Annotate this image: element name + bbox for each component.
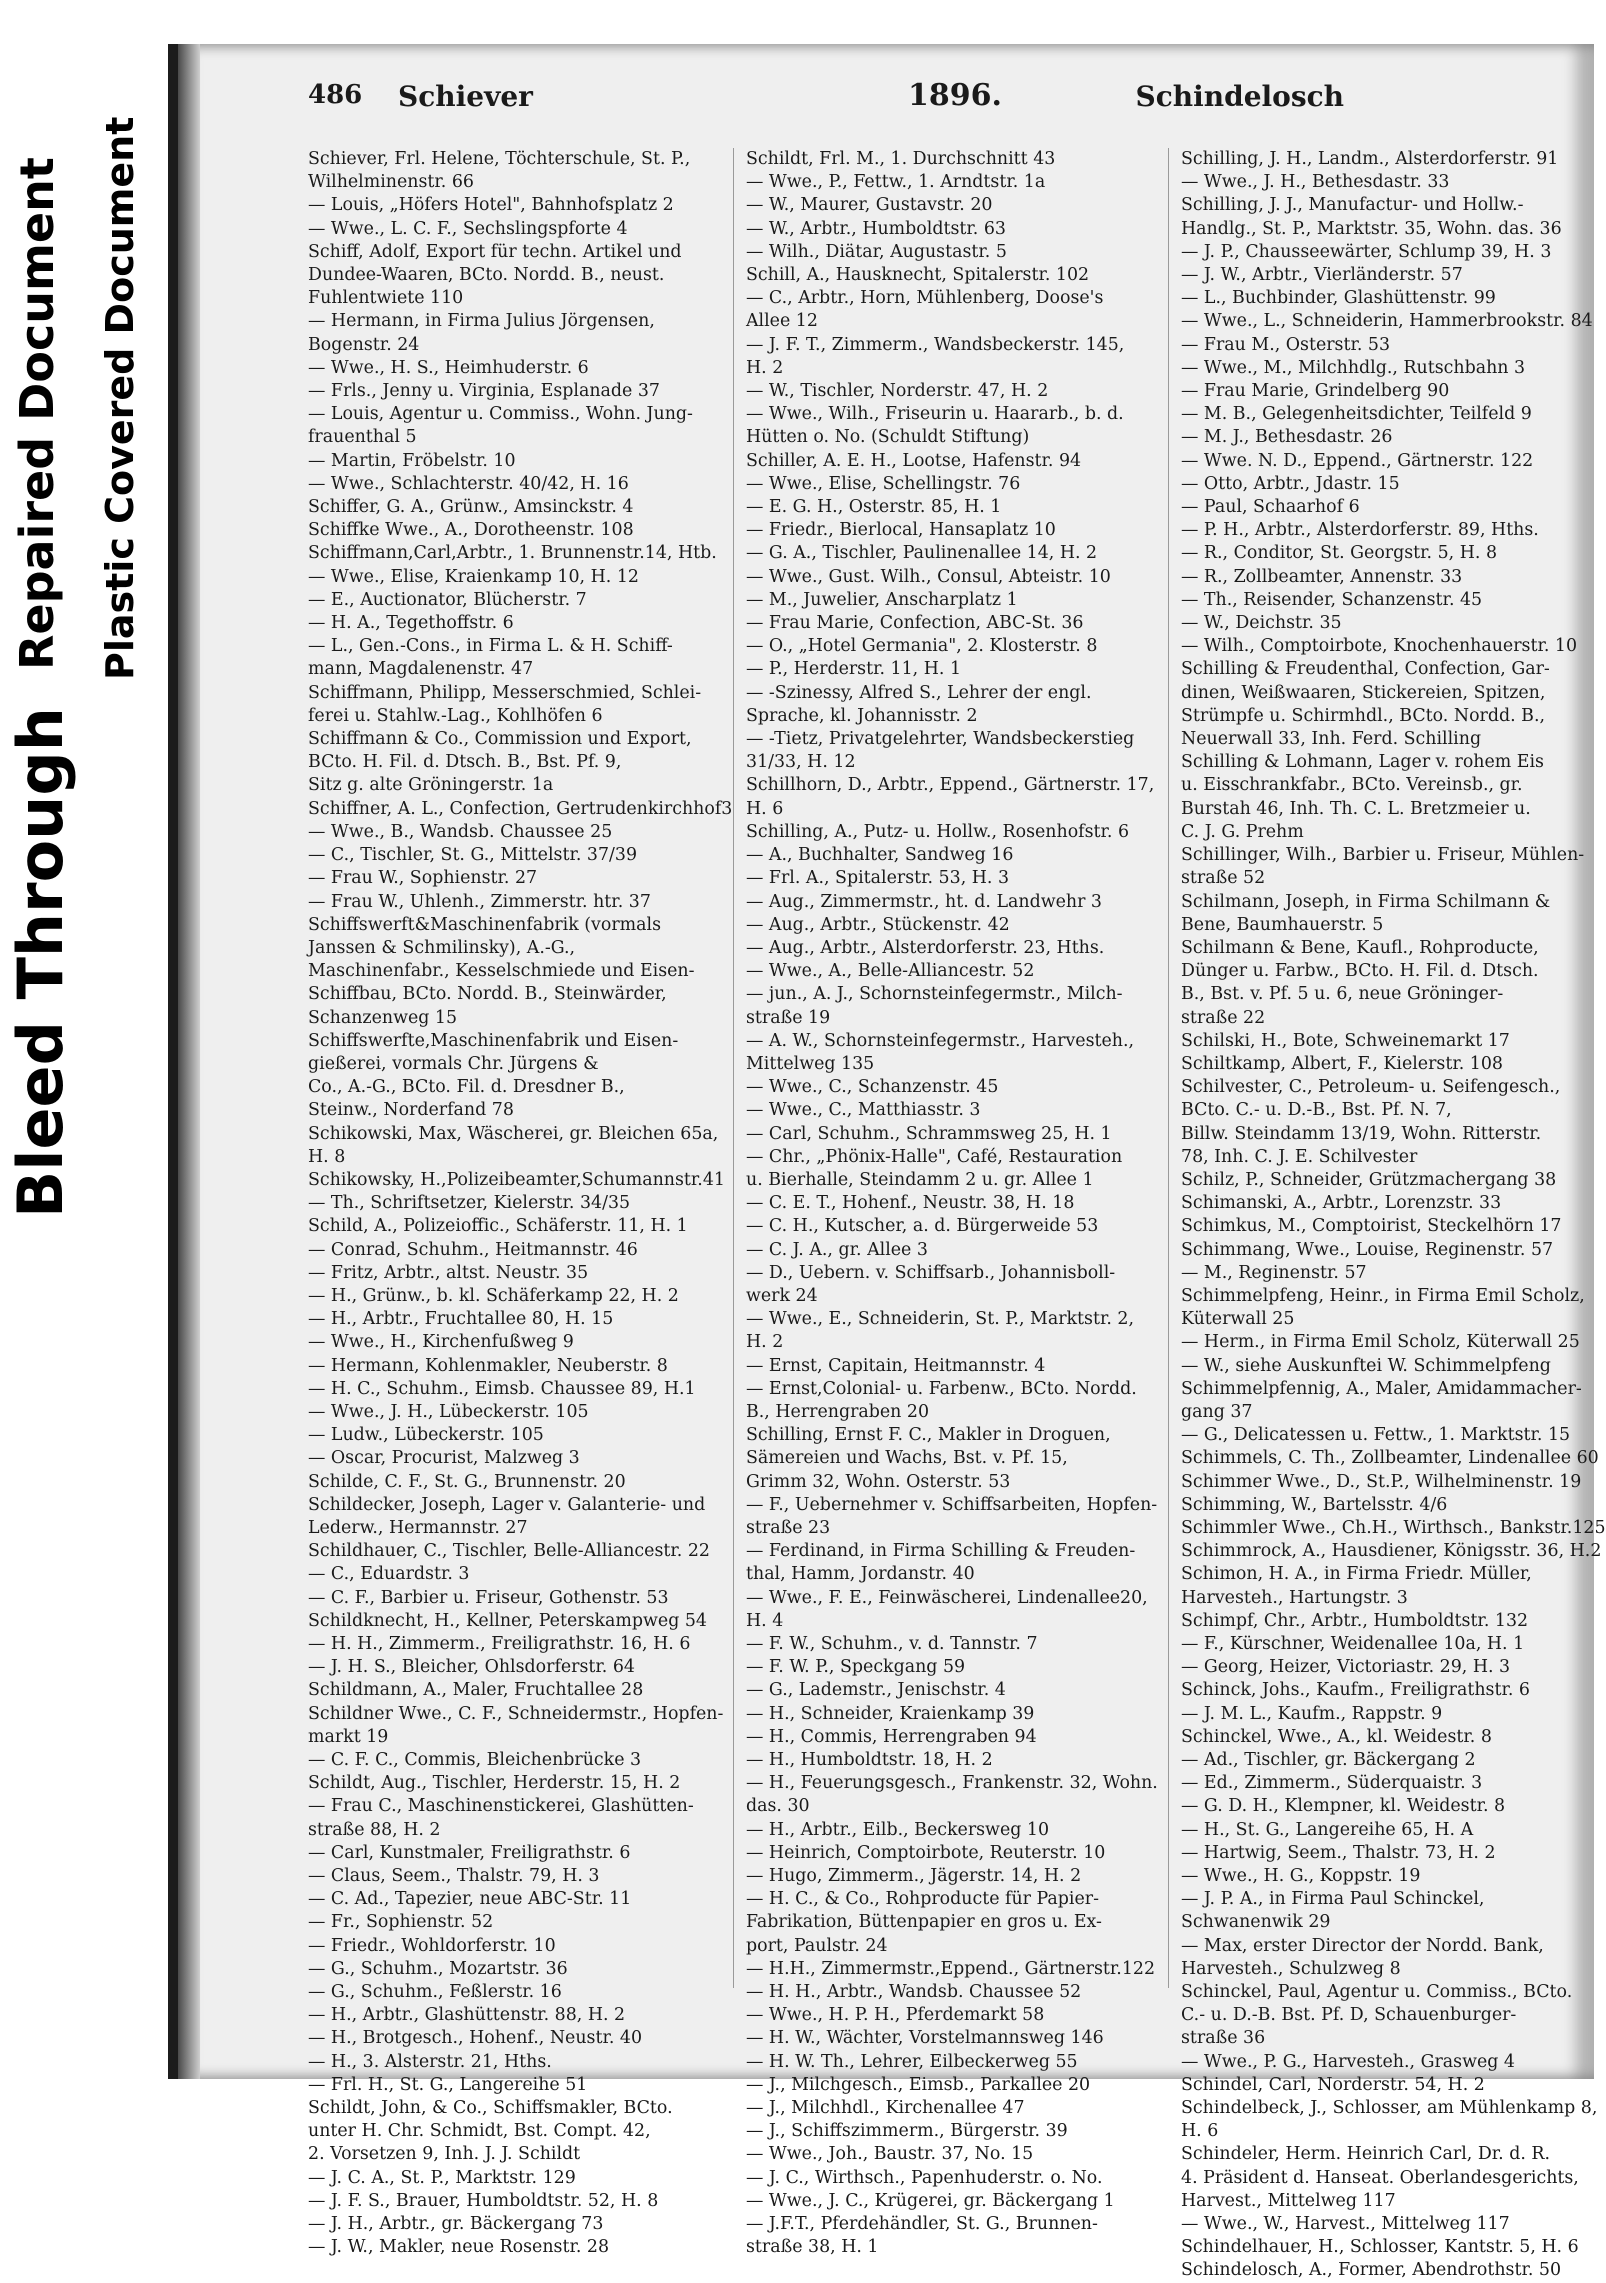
directory-line: ferei u. Stahlw.-Lag., Kohlhöfen 6 (308, 705, 603, 726)
directory-line: — E. G. H., Osterstr. 85, H. 1 (746, 497, 1002, 518)
directory-line: — H., Arbtr., Glashüttenstr. 88, H. 2 (308, 2005, 626, 2026)
directory-line: Steinw., Norderfand 78 (308, 1100, 514, 1121)
directory-line: — F. W. P., Speckgang 59 (746, 1657, 966, 1678)
directory-line: — Hartwig, Seem., Thalstr. 73, H. 2 (1181, 1842, 1496, 1863)
directory-line: — W., Arbtr., Humboldtstr. 63 (746, 218, 1006, 239)
directory-line: — M. J., Bethesdastr. 26 (1181, 427, 1393, 448)
header-year: 1896. (908, 78, 1002, 113)
directory-line: Schimmang, Wwe., Louise, Reginenstr. 57 (1181, 1239, 1554, 1260)
directory-line: H. 6 (1181, 2121, 1219, 2142)
directory-line: Schwanenwik 29 (1181, 1912, 1331, 1933)
directory-line: — Chr., „Phönix-Halle", Café, Restauration (746, 1146, 1123, 1167)
directory-line: — C. E. T., Hohenf., Neustr. 38, H. 18 (746, 1193, 1075, 1214)
directory-line: Schimanski, A., Arbtr., Lorenzstr. 33 (1181, 1193, 1502, 1214)
directory-line: — J. H. S., Bleicher, Ohlsdorferstr. 64 (308, 1657, 635, 1678)
directory-line: — J. M. L., Kaufm., Rappstr. 9 (1181, 1703, 1443, 1724)
directory-line: — H. C., & Co., Rohproducte für Papier- (746, 1889, 1099, 1910)
directory-line: Neuerwall 33, Inh. Ferd. Schilling (1181, 729, 1482, 750)
directory-line: — Oscar, Procurist, Malzweg 3 (308, 1448, 580, 1469)
directory-line: — L., Gen.-Cons., in Firma L. & H. Schiff- (308, 636, 673, 657)
page-header (308, 74, 1544, 118)
directory-line: Schiff, Adolf, Export für techn. Artikel und (308, 241, 682, 262)
directory-line: — Wwe., H. G., Koppstr. 19 (1181, 1866, 1421, 1887)
directory-line: Maschinenfabr., Kesselschmiede und Eisen- (308, 961, 695, 982)
directory-line: — H. A., Tegethoffstr. 6 (308, 613, 514, 634)
directory-line: — Ernst, Capitain, Heitmannstr. 4 (746, 1355, 1046, 1376)
directory-line: — C. J. A., gr. Allee 3 (746, 1239, 928, 1260)
directory-line: gießerei, vormals Chr. Jürgens & (308, 1053, 599, 1074)
directory-line: Schimpf, Chr., Arbtr., Humboldtstr. 132 (1181, 1610, 1529, 1631)
directory-line: — J. W., Makler, neue Rosenstr. 28 (308, 2237, 610, 2258)
directory-line: straße 19 (746, 1007, 831, 1028)
directory-line: — C., Tischler, St. G., Mittelstr. 37/39 (308, 845, 638, 866)
directory-line: — Hermann, Kohlenmakler, Neuberstr. 8 (308, 1355, 668, 1376)
directory-line: Schill, A., Hausknecht, Spitalerstr. 102 (746, 265, 1090, 286)
directory-line: C. J. G. Prehm (1181, 821, 1304, 842)
directory-line: frauenthal 5 (308, 427, 417, 448)
directory-line: — Frau M., Osterstr. 53 (1181, 334, 1391, 355)
directory-line: — Ludw., Lübeckerstr. 105 (308, 1425, 544, 1446)
directory-line: — Wilh., Comptoirbote, Knochenhauerstr. 10 (1181, 636, 1578, 657)
directory-line: Grimm 32, Wohn. Osterstr. 53 (746, 1471, 1011, 1492)
directory-line: Schilling & Freudenthal, Confection, Gar- (1181, 659, 1550, 680)
directory-line: Lederw., Hermannstr. 27 (308, 1517, 528, 1538)
directory-line: Schindel, Carl, Norderstr. 54, H. 2 (1181, 2074, 1485, 2095)
directory-line: Hütten o. No. (Schuldt Stiftung) (746, 427, 1030, 448)
directory-line: — A. W., Schornsteinfegermstr., Harvesteh., (746, 1030, 1135, 1051)
directory-line: Schimmler Wwe., Ch.H., Wirthsch., Bankstr.125 (1181, 1517, 1606, 1538)
directory-line: — Wwe., P. G., Harvesteh., Grasweg 4 (1181, 2051, 1515, 2072)
directory-line: — H. W., Wächter, Vorstelmannsweg 146 (746, 2028, 1104, 2049)
directory-line: Mittelweg 135 (746, 1053, 875, 1074)
directory-line: Co., A.-G., BCto. Fil. d. Dresdner B., (308, 1077, 625, 1098)
directory-line: — Otto, Arbtr., Jdastr. 15 (1181, 473, 1400, 494)
directory-line: — H., Feuerungsgesch., Frankenstr. 32, Wohn. (746, 1773, 1158, 1794)
directory-line: — G., Schuhm., Mozartstr. 36 (308, 1958, 568, 1979)
directory-line: — Ferdinand, in Firma Schilling & Freuden- (746, 1541, 1136, 1562)
directory-line: — M., Juwelier, Anscharplatz 1 (746, 589, 1018, 610)
directory-line: Schindelhauer, H., Schlosser, Kantstr. 5, H. 6 (1181, 2237, 1579, 2258)
directory-line: Schiffmann,Carl,Arbtr., 1. Brunnenstr.14, Htb. (308, 543, 717, 564)
directory-line: — Aug., Arbtr., Alsterdorferstr. 23, Hths. (746, 937, 1105, 958)
directory-line: — Wwe., Schlachterstr. 40/42, H. 16 (308, 473, 629, 494)
directory-line: — E., Auctionator, Blücherstr. 7 (308, 589, 587, 610)
directory-line: Schildner Wwe., C. F., Schneidermstr., Hopfen- (308, 1703, 724, 1724)
directory-line: — H., Commis, Herrengraben 94 (746, 1726, 1037, 1747)
directory-line: — M. B., Gelegenheitsdichter, Teilfeld 9 (1181, 404, 1532, 425)
directory-line: H. 6 (746, 798, 784, 819)
directory-line: das. 30 (746, 1796, 810, 1817)
directory-line: straße 38, H. 1 (746, 2237, 879, 2258)
directory-line: — C. Ad., Tapezier, neue ABC-Str. 11 (308, 1889, 632, 1910)
directory-line: werk 24 (746, 1285, 818, 1306)
directory-line: — -Tietz, Privatgelehrter, Wandsbeckerstieg (746, 729, 1135, 750)
directory-line: — Wwe., C., Schanzenstr. 45 (746, 1077, 999, 1098)
directory-line: — Hugo, Zimmerm., Jägerstr. 14, H. 2 (746, 1866, 1082, 1887)
directory-line: — G., Lademstr., Jenischstr. 4 (746, 1680, 1006, 1701)
directory-line: Schiffmann, Philipp, Messerschmied, Schlei- (308, 682, 702, 703)
directory-line: — Wwe., Gust. Wilh., Consul, Abteistr. 10 (746, 566, 1111, 587)
text-column-3 (1168, 148, 1606, 2281)
page-spine-shadow (178, 44, 200, 2079)
directory-line: — H. W. Th., Lehrer, Eilbeckerweg 55 (746, 2051, 1078, 2072)
directory-line: gang 37 (1181, 1401, 1253, 1422)
directory-line: Schilling, J. H., Landm., Alsterdorferstr. 91 (1181, 149, 1559, 169)
directory-line: Allee 12 (746, 311, 818, 332)
directory-line: Burstah 46, Inh. Th. C. L. Bretzmeier u. (1181, 798, 1531, 819)
directory-line: — H. H., Arbtr., Wandsb. Chaussee 52 (746, 1982, 1082, 2003)
directory-line: — H., Arbtr., Eilb., Beckersweg 10 (746, 1819, 1050, 1840)
directory-line: — J. F. S., Brauer, Humboldtstr. 52, H. 8 (308, 2190, 659, 2211)
directory-line: straße 88, H. 2 (308, 1819, 441, 1840)
directory-line: Harvesteh., Schulzweg 8 (1181, 1958, 1401, 1979)
directory-line: — P., Herderstr. 11, H. 1 (746, 659, 962, 680)
directory-line: Bogenstr. 24 (308, 334, 420, 355)
directory-line: Schiffswerft&Maschinenfabrik (vormals (308, 914, 662, 935)
directory-line: Schilde, C. F., St. G., Brunnenstr. 20 (308, 1471, 626, 1492)
directory-line: u. Eisschrankfabr., BCto. Vereinsb., gr. (1181, 775, 1523, 796)
directory-line: — Martin, Fröbelstr. 10 (308, 450, 516, 471)
directory-line: Schilling & Lohmann, Lager v. rohem Eis (1181, 752, 1544, 773)
directory-line: — O., „Hotel Germania", 2. Klosterstr. 8 (746, 636, 1098, 657)
plastic-covered-document-label: Plastic Covered Document (98, 116, 142, 680)
directory-line: — G., Schuhm., Feßlerstr. 16 (308, 1982, 562, 2003)
directory-line: — Carl, Kunstmaler, Freiligrathstr. 6 (308, 1842, 631, 1863)
directory-line: Schinckel, Wwe., A., kl. Weidestr. 8 (1181, 1726, 1492, 1747)
directory-line: — Frau Marie, Grindelberg 90 (1181, 381, 1450, 402)
directory-line: — H.H., Zimmermstr.,Eppend., Gärtnerstr.122 (746, 1958, 1156, 1979)
page-number: 486 (308, 80, 363, 110)
directory-line: Schildt, Aug., Tischler, Herderstr. 15, H. 2 (308, 1773, 681, 1794)
directory-line: Schildhauer, C., Tischler, Belle-Alliancestr. 22 (308, 1541, 710, 1562)
directory-line: — Wwe. N. D., Eppend., Gärtnerstr. 122 (1181, 450, 1534, 471)
directory-line: Schild, A., Polizeioffic., Schäferstr. 11, H. 1 (308, 1216, 688, 1237)
directory-line: — H., Humboldtstr. 18, H. 2 (746, 1750, 993, 1771)
directory-line: Schiffswerfte,Maschinenfabrik und Eisen- (308, 1030, 679, 1051)
directory-line: — Frls., Jenny u. Virginia, Esplanade 37 (308, 381, 660, 402)
directory-line: — Louis, Agentur u. Commiss., Wohn. Jung- (308, 404, 693, 425)
header-right-word: Schindelosch (1135, 80, 1344, 113)
directory-line: Schilmann & Bene, Kaufl., Rohproducte, (1181, 937, 1539, 958)
directory-line: — R., Zollbeamter, Annenstr. 33 (1181, 566, 1463, 587)
text-column-2 (733, 148, 1158, 2258)
directory-line: — J. C., Wirthsch., Papenhuderstr. o. No. (746, 2167, 1103, 2188)
directory-line: Schillhorn, D., Arbtr., Eppend., Gärtnerstr. 17, (746, 775, 1155, 796)
directory-line: 78, Inh. C. J. E. Schilvester (1181, 1146, 1418, 1167)
directory-line: Fabrikation, Büttenpapier en gros u. Ex- (746, 1912, 1102, 1933)
directory-line: — G., Delicatessen u. Fettw., 1. Marktstr. 15 (1181, 1425, 1571, 1446)
directory-line: Sprache, kl. Johannisstr. 2 (746, 705, 978, 726)
directory-line: C.- u. D.-B. Bst. Pf. D, Schauenburger- (1181, 2005, 1517, 2026)
directory-line: Handlg., St. P., Marktstr. 35, Wohn. das. 36 (1181, 218, 1562, 239)
directory-line: — Frl. A., Spitalerstr. 53, H. 3 (746, 868, 1010, 889)
directory-line: — Wwe., L., Schneiderin, Hammerbrookstr. 84 (1181, 311, 1593, 332)
directory-line: Schindelosch, A., Former, Abendrothstr. 50 (1181, 2260, 1562, 2281)
directory-line: — Wwe., J. H., Bethesdastr. 33 (1181, 172, 1450, 193)
directory-line: — H., 3. Alsterstr. 21, Hths. (308, 2051, 552, 2072)
directory-line: — P. H., Arbtr., Alsterdorferstr. 89, Hths. (1181, 520, 1539, 541)
directory-line: 2. Vorsetzen 9, Inh. J. J. Schildt (308, 2144, 581, 2165)
directory-line: — Frau Marie, Confection, ABC-St. 36 (746, 613, 1084, 634)
directory-line: — Fr., Sophienstr. 52 (308, 1912, 494, 1933)
directory-line: Schiller, A. E. H., Lootse, Hafenstr. 94 (746, 450, 1082, 471)
directory-line: — Wwe., Elise, Kraienkamp 10, H. 12 (308, 566, 639, 587)
directory-line: — J., Milchhdl., Kirchenallee 47 (746, 2098, 1025, 2119)
directory-line: — J. C. A., St. P., Marktstr. 129 (308, 2167, 576, 2188)
directory-line: — Frau W., Sophienstr. 27 (308, 868, 538, 889)
directory-line: — Friedr., Wohldorferstr. 10 (308, 1935, 556, 1956)
directory-line: Schanzenweg 15 (308, 1007, 458, 1028)
directory-line: — Wwe., M., Milchhdlg., Rutschbahn 3 (1181, 357, 1526, 378)
directory-line: — Wwe., Wilh., Friseurin u. Haararb., b. d. (746, 404, 1124, 425)
directory-line: Schilvester, C., Petroleum- u. Seifengesch., (1181, 1077, 1561, 1098)
directory-line: BCto. C.- u. D.-B., Bst. Pf. N. 7, (1181, 1100, 1452, 1121)
directory-line: Schilz, P., Schneider, Grützmachergang 38 (1181, 1169, 1557, 1190)
directory-line: Harvest., Mittelweg 117 (1181, 2190, 1396, 2211)
directory-line: Schildknecht, H., Kellner, Peterskampweg 54 (308, 1610, 707, 1631)
directory-line: — Louis, „Höfers Hotel", Bahnhofsplatz 2 (308, 195, 674, 216)
directory-line: — -Szinessy, Alfred S., Lehrer der engl. (746, 682, 1092, 703)
directory-line: Schillinger, Wilh., Barbier u. Friseur, Mühlen- (1181, 845, 1585, 866)
directory-line: — Claus, Seem., Thalstr. 79, H. 3 (308, 1866, 600, 1887)
directory-line: — Wwe., J. H., Lübeckerstr. 105 (308, 1401, 589, 1422)
directory-line: — Conrad, Schuhm., Heitmannstr. 46 (308, 1239, 638, 1260)
directory-line: — Ed., Zimmerm., Süderquaistr. 3 (1181, 1773, 1483, 1794)
directory-line: — Wwe., Elise, Schellingstr. 76 (746, 473, 1021, 494)
directory-line: — Paul, Schaarhof 6 (1181, 497, 1360, 518)
directory-line: dinen, Weißwaaren, Stickereien, Spitzen, (1181, 682, 1546, 703)
directory-line: straße 36 (1181, 2028, 1266, 2049)
directory-line: — Wwe., P., Fettw., 1. Arndtstr. 1a (746, 172, 1046, 193)
directory-line: — Wwe., W., Harvest., Mittelweg 117 (1181, 2214, 1510, 2235)
directory-line: Janssen & Schmilinsky), A.-G., (308, 937, 576, 958)
directory-line: — Frau W., Uhlenh., Zimmerstr. htr. 37 (308, 891, 651, 912)
directory-line: Bene, Baumhauerstr. 5 (1181, 914, 1384, 935)
directory-line: — H., St. G., Langereihe 65, H. A (1181, 1819, 1474, 1840)
text-column-1 (308, 148, 733, 2258)
directory-line: — Carl, Schuhm., Schrammsweg 25, H. 1 (746, 1123, 1112, 1144)
directory-line: H. 8 (308, 1146, 346, 1167)
directory-line: — Wwe., B., Wandsb. Chaussee 25 (308, 821, 613, 842)
directory-line: Schinck, Johs., Kaufm., Freiligrathstr. 6 (1181, 1680, 1530, 1701)
directory-line: markt 19 (308, 1726, 389, 1747)
directory-line: Harvesteh., Hartungstr. 3 (1181, 1587, 1408, 1608)
directory-line: — H., Schneider, Kraienkamp 39 (746, 1703, 1035, 1724)
directory-line: — F. W., Schuhm., v. d. Tannstr. 7 (746, 1634, 1038, 1654)
directory-line: — Hermann, in Firma Julius Jörgensen, (308, 311, 655, 332)
directory-line: — Fritz, Arbtr., altst. Neustr. 35 (308, 1262, 589, 1283)
directory-line: — J. P. A., in Firma Paul Schinckel, (1181, 1889, 1485, 1910)
directory-line: Schiltkamp, Albert, F., Kielerstr. 108 (1181, 1053, 1503, 1074)
directory-line: — C. H., Kutscher, a. d. Bürgerweide 53 (746, 1216, 1099, 1237)
directory-line: — C. F., Barbier u. Friseur, Gothenstr. 53 (308, 1587, 669, 1608)
directory-line: — J.F.T., Pferdehändler, St. G., Brunnen- (746, 2214, 1098, 2235)
directory-line: Schimmer Wwe., D., St.P., Wilhelminenstr. 19 (1181, 1471, 1582, 1492)
directory-line: Schimkus, M., Comptoirist, Steckelhörn 17 (1181, 1216, 1562, 1237)
directory-line: — R., Conditor, St. Georgstr. 5, H. 8 (1181, 543, 1498, 564)
directory-line: Küterwall 25 (1181, 1309, 1295, 1330)
directory-line: — Max, erster Director der Nordd. Bank, (1181, 1935, 1544, 1956)
directory-line: — H., Brotgesch., Hohenf., Neustr. 40 (308, 2028, 643, 2049)
directory-line: Dünger u. Farbw., BCto. H. Fil. d. Dtsch. (1181, 961, 1539, 982)
directory-line: — Th., Schriftsetzer, Kielerstr. 34/35 (308, 1193, 631, 1214)
directory-line: B., Bst. v. Pf. 5 u. 6, neue Gröninger- (1181, 984, 1504, 1005)
directory-line: — C. F. C., Commis, Bleichenbrücke 3 (308, 1750, 642, 1771)
directory-line: BCto. H. Fil. d. Dtsch. B., Bst. Pf. 9, (308, 752, 622, 773)
directory-line: — Frl. H., St. G., Langereihe 51 (308, 2074, 588, 2095)
directory-line: Schilmann, Joseph, in Firma Schilmann & (1181, 891, 1551, 912)
header-left-word: Schiever (398, 80, 533, 113)
directory-line: — J., Milchgesch., Eimsb., Parkallee 20 (746, 2074, 1091, 2095)
directory-line: — G. A., Tischler, Paulinenallee 14, H. 2 (746, 543, 1098, 564)
directory-line: — Wwe., Joh., Baustr. 37, No. 15 (746, 2144, 1034, 2165)
directory-line: B., Herrengraben 20 (746, 1401, 930, 1422)
repaired-document-label: Repaired Document (10, 157, 64, 670)
directory-line: u. Bierhalle, Steindamm 2 u. gr. Allee 1 (746, 1169, 1094, 1190)
directory-line: Schimmelpfeng, Heinr., in Firma Emil Scholz, (1181, 1285, 1585, 1306)
directory-line: — H., Arbtr., Fruchtallee 80, H. 15 (308, 1309, 614, 1330)
directory-line: 4. Präsident d. Hanseat. Oberlandesgerichts, (1181, 2167, 1579, 2188)
directory-line: Schiffke Wwe., A., Dorotheenstr. 108 (308, 520, 634, 541)
directory-line: — Friedr., Bierlocal, Hansaplatz 10 (746, 520, 1056, 541)
directory-line: Schilling, J. J., Manufactur- und Hollw.- (1181, 195, 1524, 216)
directory-line: Schimming, W., Bartelsstr. 4/6 (1181, 1494, 1448, 1515)
directory-line: unter H. Chr. Schmidt, Bst. Compt. 42, (308, 2121, 651, 2142)
directory-line: straße 23 (746, 1517, 831, 1538)
directory-line: — Wwe., C., Matthiasstr. 3 (746, 1100, 981, 1121)
directory-line: — Herm., in Firma Emil Scholz, Küterwall 25 (1181, 1332, 1580, 1353)
directory-line: Schimon, H. A., in Firma Friedr. Müller, (1181, 1564, 1532, 1585)
directory-line: — Wwe., L. C. F., Sechslingspforte 4 (308, 218, 628, 239)
bleed-through-label: Bleed Through (4, 707, 77, 1218)
directory-line: — Ernst,Colonial- u. Farbenw., BCto. Nordd. (746, 1378, 1137, 1399)
directory-line: Billw. Steindamm 13/19, Wohn. Ritterstr. (1181, 1123, 1542, 1144)
directory-line: Schimmels, C. Th., Zollbeamter, Lindenallee 60 (1181, 1448, 1599, 1469)
side-label-strip (0, 0, 170, 2177)
directory-line: Schildt, John, & Co., Schiffsmakler, BCto. (308, 2098, 673, 2119)
directory-line: — W., siehe Auskunftei W. Schimmelpfeng (1181, 1355, 1551, 1376)
directory-line: Schiffer, G. A., Grünw., Amsinckstr. 4 (308, 497, 634, 518)
directory-line: — Frau C., Maschinenstickerei, Glashütten- (308, 1796, 694, 1817)
directory-line: straße 52 (1181, 868, 1266, 889)
directory-line: — H. C., Schuhm., Eimsb. Chaussee 89, H.1 (308, 1378, 696, 1399)
directory-line: — Wwe., E., Schneiderin, St. P., Marktstr. 2, (746, 1309, 1134, 1330)
directory-line: — Ad., Tischler, gr. Bäckergang 2 (1181, 1750, 1476, 1771)
directory-line: — Georg, Heizer, Victoriastr. 29, H. 3 (1181, 1657, 1511, 1678)
directory-line: — W., Tischler, Norderstr. 47, H. 2 (746, 381, 1049, 402)
directory-line: — Wwe., J. C., Krügerei, gr. Bäckergang 1 (746, 2190, 1115, 2211)
directory-line: mann, Magdalenenstr. 47 (308, 659, 534, 680)
directory-line: H. 4 (746, 1610, 784, 1631)
directory-line: — H., Grünw., b. kl. Schäferkamp 22, H. 2 (308, 1285, 679, 1306)
directory-line: Schiffner, A. L., Confection, Gertrudenkirchhof3 (308, 798, 733, 819)
directory-line: — F., Uebernehmer v. Schiffsarbeiten, Hopfen- (746, 1494, 1158, 1515)
directory-line: Schilling, A., Putz- u. Hollw., Rosenhofstr. 6 (746, 821, 1130, 842)
directory-line: — Wwe., H. S., Heimhuderstr. 6 (308, 357, 589, 378)
directory-line: — C., Arbtr., Horn, Mühlenberg, Doose's (746, 288, 1104, 309)
directory-line: Schindeler, Herm. Heinrich Carl, Dr. d. R. (1181, 2144, 1551, 2165)
directory-line: Fuhlentwiete 110 (308, 288, 464, 309)
directory-line: — Wwe., A., Belle-Alliancestr. 52 (746, 961, 1035, 982)
directory-line: Schikowsky, H.,Polizeibeamter,Schumannstr.41 (308, 1169, 725, 1190)
directory-line: Dundee-Waaren, BCto. Nordd. B., neust. (308, 265, 665, 286)
directory-line: — J. H., Arbtr., gr. Bäckergang 73 (308, 2214, 604, 2235)
directory-line: Sämereien und Wachs, Bst. v. Pf. 15, (746, 1448, 1068, 1469)
directory-line: Schindelbeck, J., Schlosser, am Mühlenkamp 8, (1181, 2098, 1598, 2119)
directory-line: — M., Reginenstr. 57 (1181, 1262, 1367, 1283)
directory-line: — C., Eduardstr. 3 (308, 1564, 470, 1585)
directory-line: Schildt, Frl. M., 1. Durchschnitt 43 (746, 149, 1056, 169)
directory-line: — Aug., Zimmermstr., ht. d. Landwehr 3 (746, 891, 1102, 912)
directory-line: — L., Buchbinder, Glashüttenstr. 99 (1181, 288, 1496, 309)
directory-line: — Th., Reisender, Schanzenstr. 45 (1181, 589, 1483, 610)
directory-line: Sitz g. alte Gröningerstr. 1a (308, 775, 554, 796)
directory-line: Schilski, H., Bote, Schweinemarkt 17 (1181, 1030, 1510, 1051)
directory-line: — jun., A. J., Schornsteinfegermstr., Milch- (746, 984, 1123, 1005)
directory-line: Wilhelminenstr. 66 (308, 172, 474, 193)
directory-line: Schiever, Frl. Helene, Töchterschule, St. P., (308, 149, 691, 169)
directory-line: — W., Maurer, Gustavstr. 20 (746, 195, 993, 216)
directory-line: Schimmelpfennig, A., Maler, Amidammacher- (1181, 1378, 1582, 1399)
directory-line: — Wwe., F. E., Feinwäscherei, Lindenallee20, (746, 1587, 1148, 1608)
directory-line: Schildecker, Joseph, Lager v. Galanterie- und (308, 1494, 706, 1515)
directory-line: — Aug., Arbtr., Stückenstr. 42 (746, 914, 1010, 935)
directory-line: — D., Uebern. v. Schiffsarb., Johannisboll- (746, 1262, 1116, 1283)
directory-line: Schinckel, Paul, Agentur u. Commiss., BCto. (1181, 1982, 1573, 2003)
directory-line: Schikowski, Max, Wäscherei, gr. Bleichen 65a, (308, 1123, 719, 1144)
directory-line: — Wwe., H., Kirchenfußweg 9 (308, 1332, 574, 1353)
directory-line: H. 2 (746, 1332, 784, 1353)
directory-line: — J. F. T., Zimmerm., Wandsbeckerstr. 145, (746, 334, 1125, 355)
directory-line: port, Paulstr. 24 (746, 1935, 888, 1956)
directory-line: — W., Deichstr. 35 (1181, 613, 1342, 634)
directory-line: Schimmrock, A., Hausdiener, Königsstr. 36, H.2 (1181, 1541, 1602, 1562)
directory-line: Schildmann, A., Maler, Fruchtallee 28 (308, 1680, 644, 1701)
directory-line: — Wwe., H. P. H., Pferdemarkt 58 (746, 2005, 1045, 2026)
directory-line: — Wilh., Diätar, Augustastr. 5 (746, 241, 1007, 262)
directory-line: — A., Buchhalter, Sandweg 16 (746, 845, 1014, 866)
directory-line: — G. D. H., Klempner, kl. Weidestr. 8 (1181, 1796, 1506, 1817)
directory-line: — Heinrich, Comptoirbote, Reuterstr. 10 (746, 1842, 1106, 1863)
directory-line: Schiffbau, BCto. Nordd. B., Steinwärder, (308, 984, 667, 1005)
directory-line: Strümpfe u. Schirmhdl., BCto. Nordd. B., (1181, 705, 1546, 726)
directory-line: — J. P., Chausseewärter, Schlump 39, H. 3 (1181, 241, 1552, 262)
directory-line: straße 22 (1181, 1007, 1266, 1028)
directory-line: Schilling, Ernst F. C., Makler in Droguen, (746, 1425, 1111, 1446)
directory-line: 31/33, H. 12 (746, 752, 856, 773)
directory-line: — H. H., Zimmerm., Freiligrathstr. 16, H. 6 (308, 1634, 691, 1654)
directory-line: — J. W., Arbtr., Vierländerstr. 57 (1181, 265, 1463, 286)
directory-line: — F., Kürschner, Weidenallee 10a, H. 1 (1181, 1634, 1525, 1654)
scanned-page (168, 44, 1606, 2281)
directory-line: Schiffmann & Co., Commission und Export, (308, 729, 692, 750)
directory-line: H. 2 (746, 357, 784, 378)
directory-line: — J., Schiffszimmerm., Bürgerstr. 39 (746, 2121, 1068, 2142)
directory-line: thal, Hamm, Jordanstr. 40 (746, 1564, 975, 1585)
